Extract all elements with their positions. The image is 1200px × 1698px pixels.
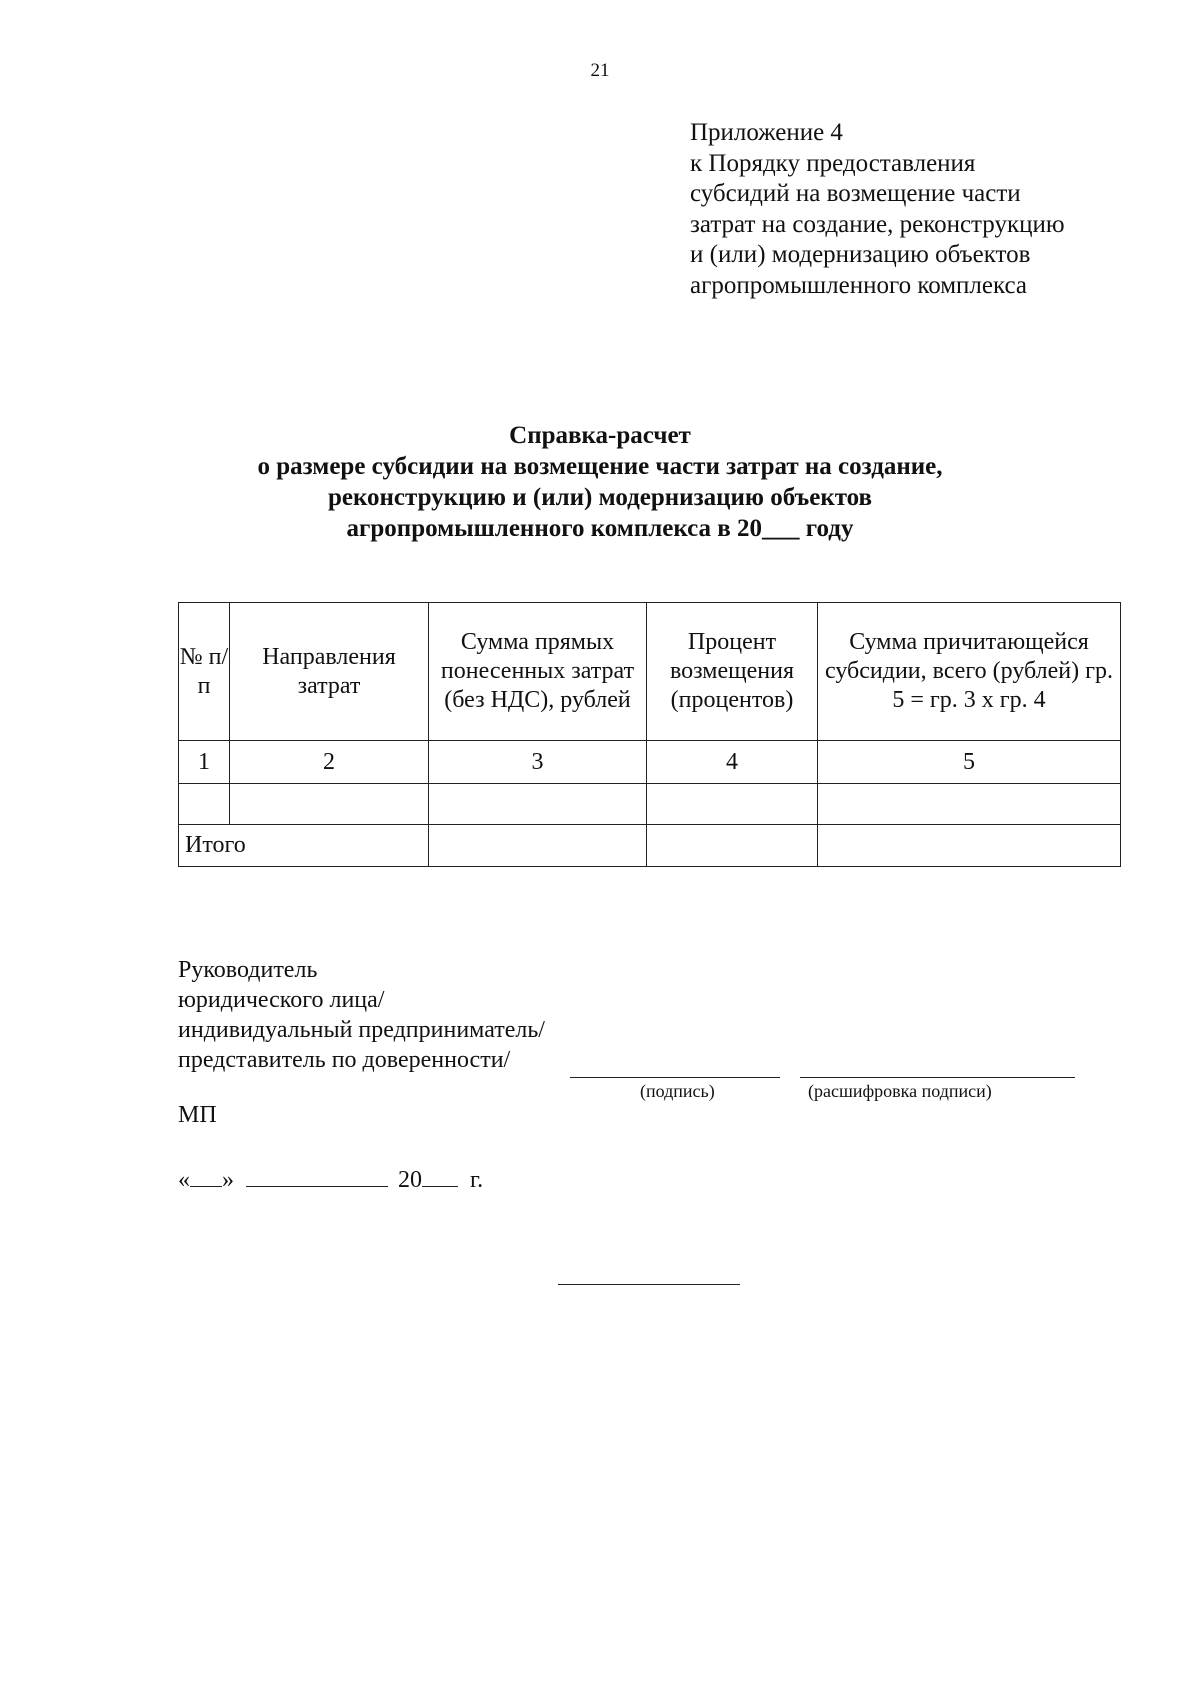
document-title (0, 420, 1200, 544)
appendix-line: субсидий на возмещение части (690, 180, 1021, 207)
day-blank[interactable] (190, 1164, 222, 1187)
title-line: реконструкцию и (или) модернизацию объектов (327, 484, 873, 511)
header-direct-costs: Сумма прямых понесенных затрат (без НДС), рублей (429, 603, 647, 741)
signer-line: юридического лица/ (178, 987, 385, 1013)
column-number: 3 (429, 741, 647, 784)
column-number: 2 (230, 741, 429, 784)
appendix-line: к Порядку предоставления (690, 149, 976, 177)
stamp-label: МП (178, 1102, 217, 1128)
signer-line: индивидуальный предприниматель/ (178, 1017, 545, 1043)
month-blank[interactable] (246, 1164, 388, 1187)
header-subsidy-amount: Сумма причитающейся субсидии, всего (рублей) гр. 5 = гр. 3 x гр. 4 (818, 603, 1121, 741)
footer-divider (558, 1284, 740, 1285)
page-number: 21 (590, 60, 610, 81)
signature-caption: (подпись) (640, 1081, 715, 1101)
title-line: о размере субсидии на возмещение части затрат на создание, (257, 453, 943, 480)
date-row (178, 1164, 483, 1194)
total-cell[interactable] (818, 825, 1121, 867)
header-reimbursement-percent: Процент возмещения (процентов) (647, 603, 818, 741)
signer-block (178, 955, 545, 1075)
table-cell[interactable] (647, 784, 818, 825)
appendix-line: затрат на создание, реконструкцию (690, 210, 1065, 238)
year-blank[interactable] (422, 1164, 458, 1187)
column-number: 4 (647, 741, 818, 784)
table-cell[interactable] (818, 784, 1121, 825)
year-suffix: г. (470, 1167, 484, 1193)
column-number: 1 (179, 741, 230, 784)
table-row (179, 784, 1121, 825)
title-line: Справка-расчет (509, 422, 691, 449)
signer-line: представитель по доверенности/ (178, 1047, 511, 1073)
column-number-row (179, 741, 1121, 784)
header-directions: Направления затрат (230, 603, 429, 741)
header-number: № п/п (179, 603, 230, 741)
signer-line: Руководитель (178, 957, 318, 983)
table-cell[interactable] (429, 784, 647, 825)
appendix-line: агропромышленного комплекса (690, 271, 1028, 299)
table-cell[interactable] (230, 784, 429, 825)
total-row (179, 825, 1121, 867)
signature-decoding-caption: (расшифровка подписи) (808, 1081, 992, 1101)
total-label: Итого (179, 825, 429, 867)
calculation-table (178, 602, 1121, 867)
year-prefix: 20 (398, 1167, 422, 1193)
column-number: 5 (818, 741, 1121, 784)
appendix-block (690, 118, 1065, 301)
signature-line[interactable] (570, 1077, 780, 1078)
title-line: агропромышленного комплекса в 20___ году (346, 515, 854, 542)
signature-decoding-line[interactable] (800, 1077, 1075, 1078)
table-cell[interactable] (179, 784, 230, 825)
table-header-row (179, 603, 1121, 741)
date-open-quote: « (178, 1167, 190, 1193)
appendix-line: и (или) модернизацию объектов (690, 241, 1031, 268)
total-cell[interactable] (647, 825, 818, 867)
appendix-line: Приложение 4 (690, 119, 843, 146)
total-cell[interactable] (429, 825, 647, 867)
date-close-quote: » (222, 1167, 234, 1193)
